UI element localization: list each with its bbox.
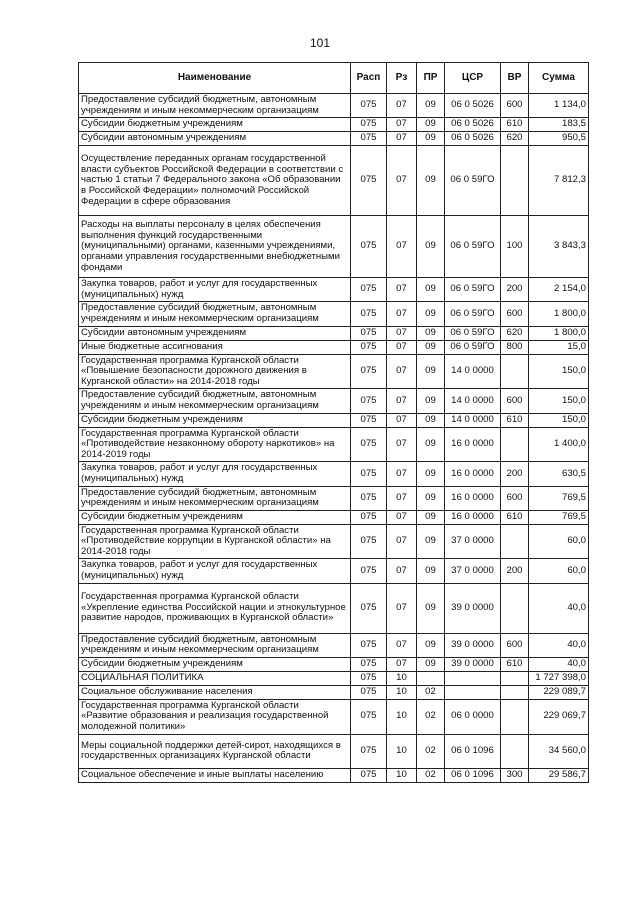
cell-sum: 769,5: [529, 486, 589, 510]
cell-rasp: 075: [351, 389, 387, 413]
cell-rasp: 075: [351, 278, 387, 302]
cell-vr: 200: [501, 462, 529, 486]
table-header-row: [79, 63, 589, 94]
cell-rz: 07: [387, 657, 417, 671]
cell-name: Предоставление субсидий бюджетным, автономным учреждениям и иным некоммерческим организациям: [79, 486, 351, 510]
cell-rz: 07: [387, 278, 417, 302]
cell-pr: 02: [417, 734, 445, 768]
cell-csr: 14 0 0000: [445, 389, 501, 413]
cell-name: Социальное обеспечение и иные выплаты населению: [79, 768, 351, 782]
cell-vr: [501, 671, 529, 685]
cell-name: Закупка товаров, работ и услуг для государственных (муниципальных) нужд: [79, 462, 351, 486]
table-row: [79, 413, 589, 427]
table-row: [79, 354, 589, 389]
table-row: [79, 583, 589, 633]
cell-rasp: 075: [351, 671, 387, 685]
table-row: [79, 768, 589, 782]
header-sum: Сумма: [529, 63, 589, 94]
cell-vr: 600: [501, 94, 529, 118]
cell-sum: 229 069,7: [529, 699, 589, 734]
cell-name: Предоставление субсидий бюджетным, автономным учреждениям и иным некоммерческим организациям: [79, 633, 351, 657]
table-row: [79, 462, 589, 486]
table-row: [79, 671, 589, 685]
cell-rasp: 075: [351, 413, 387, 427]
cell-rasp: 075: [351, 132, 387, 146]
cell-csr: 06 0 5026: [445, 118, 501, 132]
cell-pr: 09: [417, 559, 445, 583]
table-row: [79, 302, 589, 326]
cell-name: Субсидии бюджетным учреждениям: [79, 118, 351, 132]
table-row: [79, 146, 589, 216]
header-name: Наименование: [79, 63, 351, 94]
cell-rasp: 075: [351, 699, 387, 734]
cell-vr: 620: [501, 132, 529, 146]
page-number: 101: [309, 36, 331, 50]
cell-pr: 09: [417, 132, 445, 146]
cell-vr: [501, 699, 529, 734]
cell-rz: 07: [387, 413, 417, 427]
cell-vr: [501, 685, 529, 699]
table-row: [79, 734, 589, 768]
cell-sum: 183,5: [529, 118, 589, 132]
cell-name: Государственная программа Курганской области «Повышение безопасности дорожного движения в Курганской области» на 2014-2018 годы: [79, 354, 351, 389]
cell-csr: 06 0 1096: [445, 768, 501, 782]
cell-csr: 39 0 0000: [445, 633, 501, 657]
cell-csr: 16 0 0000: [445, 510, 501, 524]
cell-name: Предоставление субсидий бюджетным, автономным учреждениям и иным некоммерческим организациям: [79, 302, 351, 326]
table-row: [79, 486, 589, 510]
cell-rz: 07: [387, 132, 417, 146]
cell-vr: 100: [501, 216, 529, 278]
cell-sum: 769,5: [529, 510, 589, 524]
cell-name: Субсидии бюджетным учреждениям: [79, 413, 351, 427]
table-row: [79, 340, 589, 354]
cell-csr: 14 0 0000: [445, 413, 501, 427]
cell-rz: 07: [387, 583, 417, 633]
cell-vr: 620: [501, 326, 529, 340]
cell-name: Государственная программа Курганской области «Укрепление единства Российской нации и этнокультурное развитие народов, проживающих в Курганской области»: [79, 583, 351, 633]
cell-rasp: 075: [351, 559, 387, 583]
cell-pr: 09: [417, 302, 445, 326]
cell-pr: 09: [417, 413, 445, 427]
cell-sum: 60,0: [529, 524, 589, 559]
cell-sum: 29 586,7: [529, 768, 589, 782]
cell-name: СОЦИАЛЬНАЯ ПОЛИТИКА: [79, 671, 351, 685]
header-rz: Рз: [387, 63, 417, 94]
cell-pr: 09: [417, 510, 445, 524]
cell-vr: 600: [501, 389, 529, 413]
table-row: [79, 524, 589, 559]
cell-rasp: 075: [351, 583, 387, 633]
cell-sum: 40,0: [529, 583, 589, 633]
table-row: [79, 657, 589, 671]
cell-rz: 10: [387, 685, 417, 699]
cell-rasp: 075: [351, 216, 387, 278]
cell-pr: 09: [417, 486, 445, 510]
cell-vr: 610: [501, 657, 529, 671]
cell-rasp: 075: [351, 340, 387, 354]
cell-csr: 37 0 0000: [445, 524, 501, 559]
cell-rz: 07: [387, 486, 417, 510]
cell-name: Осуществление переданных органам государственной власти субъектов Российской Федерации в соответствии с частью 1 статьи 7 Федерального закона «Об образовании в Российской Федерации» полномочий Российской Федерации в сфере образования: [79, 146, 351, 216]
cell-csr: 06 0 0000: [445, 699, 501, 734]
cell-sum: 3 843,3: [529, 216, 589, 278]
cell-pr: 09: [417, 326, 445, 340]
cell-vr: 610: [501, 118, 529, 132]
cell-vr: 600: [501, 302, 529, 326]
table-row: [79, 510, 589, 524]
cell-rasp: 075: [351, 734, 387, 768]
cell-csr: 39 0 0000: [445, 583, 501, 633]
cell-vr: 600: [501, 486, 529, 510]
cell-csr: 06 0 1096: [445, 734, 501, 768]
header-pr: ПР: [417, 63, 445, 94]
cell-sum: 40,0: [529, 657, 589, 671]
cell-pr: 09: [417, 657, 445, 671]
table-row: [79, 216, 589, 278]
cell-name: Предоставление субсидий бюджетным, автономным учреждениям и иным некоммерческим организациям: [79, 94, 351, 118]
cell-rasp: 075: [351, 768, 387, 782]
cell-name: Государственная программа Курганской области «Противодействие коррупции в Курганской области» на 2014-2018 годы: [79, 524, 351, 559]
cell-csr: 06 0 59ГО: [445, 302, 501, 326]
cell-sum: 150,0: [529, 413, 589, 427]
cell-pr: 09: [417, 633, 445, 657]
budget-table: [78, 62, 589, 783]
cell-csr: 16 0 0000: [445, 486, 501, 510]
cell-rasp: 075: [351, 146, 387, 216]
cell-rz: 07: [387, 462, 417, 486]
cell-rasp: 075: [351, 94, 387, 118]
cell-pr: 09: [417, 118, 445, 132]
cell-sum: 150,0: [529, 389, 589, 413]
cell-csr: 16 0 0000: [445, 427, 501, 462]
cell-vr: [501, 734, 529, 768]
cell-pr: 09: [417, 216, 445, 278]
cell-rz: 07: [387, 559, 417, 583]
cell-rz: 07: [387, 94, 417, 118]
cell-rz: 07: [387, 340, 417, 354]
cell-vr: 610: [501, 510, 529, 524]
cell-pr: 09: [417, 278, 445, 302]
cell-pr: 09: [417, 146, 445, 216]
cell-name: Предоставление субсидий бюджетным, автономным учреждениям и иным некоммерческим организациям: [79, 389, 351, 413]
cell-rz: 10: [387, 699, 417, 734]
cell-sum: 229 089,7: [529, 685, 589, 699]
table-row: [79, 427, 589, 462]
table-row: [79, 132, 589, 146]
cell-name: Субсидии бюджетным учреждениям: [79, 657, 351, 671]
cell-rasp: 075: [351, 657, 387, 671]
cell-rz: 07: [387, 633, 417, 657]
cell-sum: 950,5: [529, 132, 589, 146]
cell-csr: [445, 671, 501, 685]
cell-sum: 630,5: [529, 462, 589, 486]
cell-pr: 09: [417, 462, 445, 486]
cell-rasp: 075: [351, 524, 387, 559]
cell-rz: 10: [387, 734, 417, 768]
table-row: [79, 633, 589, 657]
cell-pr: 02: [417, 699, 445, 734]
cell-rasp: 075: [351, 462, 387, 486]
cell-rz: 10: [387, 671, 417, 685]
cell-name: Государственная программа Курганской области «Противодействие незаконному обороту наркотиков» на 2014-2019 годы: [79, 427, 351, 462]
cell-name: Субсидии автономным учреждениям: [79, 132, 351, 146]
cell-csr: 06 0 59ГО: [445, 216, 501, 278]
cell-vr: 600: [501, 633, 529, 657]
cell-csr: 14 0 0000: [445, 354, 501, 389]
cell-csr: 16 0 0000: [445, 462, 501, 486]
cell-name: Закупка товаров, работ и услуг для государственных (муниципальных) нужд: [79, 559, 351, 583]
cell-sum: 1 800,0: [529, 302, 589, 326]
cell-csr: [445, 685, 501, 699]
cell-csr: 06 0 5026: [445, 132, 501, 146]
cell-pr: 02: [417, 685, 445, 699]
cell-pr: 09: [417, 340, 445, 354]
table-row: [79, 559, 589, 583]
cell-sum: 40,0: [529, 633, 589, 657]
cell-sum: 7 812,3: [529, 146, 589, 216]
table-row: [79, 326, 589, 340]
cell-vr: [501, 146, 529, 216]
cell-vr: [501, 583, 529, 633]
cell-pr: 09: [417, 583, 445, 633]
cell-csr: 06 0 59ГО: [445, 326, 501, 340]
cell-pr: 02: [417, 768, 445, 782]
cell-sum: 1 800,0: [529, 326, 589, 340]
cell-pr: 09: [417, 524, 445, 559]
cell-name: Субсидии бюджетным учреждениям: [79, 510, 351, 524]
cell-rz: 07: [387, 302, 417, 326]
cell-name: Иные бюджетные ассигнования: [79, 340, 351, 354]
cell-rz: 07: [387, 326, 417, 340]
cell-rasp: 075: [351, 118, 387, 132]
table-row: [79, 118, 589, 132]
header-rasp: Расп: [351, 63, 387, 94]
cell-rz: 07: [387, 510, 417, 524]
cell-sum: 150,0: [529, 354, 589, 389]
cell-rz: 07: [387, 216, 417, 278]
cell-rz: 07: [387, 427, 417, 462]
cell-sum: 15,0: [529, 340, 589, 354]
cell-csr: 06 0 59ГО: [445, 146, 501, 216]
cell-name: Социальное обслуживание населения: [79, 685, 351, 699]
cell-sum: 2 154,0: [529, 278, 589, 302]
header-csr: ЦСР: [445, 63, 501, 94]
table-row: [79, 389, 589, 413]
cell-rasp: 075: [351, 685, 387, 699]
cell-sum: 34 560,0: [529, 734, 589, 768]
table-row: [79, 278, 589, 302]
cell-vr: [501, 354, 529, 389]
cell-vr: 200: [501, 559, 529, 583]
cell-sum: 1 134,0: [529, 94, 589, 118]
cell-vr: [501, 427, 529, 462]
cell-vr: 610: [501, 413, 529, 427]
cell-rasp: 075: [351, 354, 387, 389]
cell-name: Меры социальной поддержки детей-сирот, находящихся в государственных организациях Курганской области: [79, 734, 351, 768]
table-row: [79, 94, 589, 118]
cell-csr: 06 0 59ГО: [445, 278, 501, 302]
cell-pr: 09: [417, 354, 445, 389]
cell-csr: 37 0 0000: [445, 559, 501, 583]
cell-sum: 1 400,0: [529, 427, 589, 462]
cell-vr: 300: [501, 768, 529, 782]
cell-csr: 39 0 0000: [445, 657, 501, 671]
table-row: [79, 685, 589, 699]
cell-rasp: 075: [351, 427, 387, 462]
cell-rz: 10: [387, 768, 417, 782]
cell-name: Государственная программа Курганской области «Развитие образования и реализация государственной молодежной политики»: [79, 699, 351, 734]
cell-rasp: 075: [351, 633, 387, 657]
cell-rz: 07: [387, 146, 417, 216]
table-row: [79, 699, 589, 734]
cell-rasp: 075: [351, 326, 387, 340]
cell-rz: 07: [387, 118, 417, 132]
cell-pr: [417, 671, 445, 685]
cell-name: Закупка товаров, работ и услуг для государственных (муниципальных) нужд: [79, 278, 351, 302]
cell-rasp: 075: [351, 510, 387, 524]
cell-vr: 200: [501, 278, 529, 302]
cell-sum: 1 727 398,0: [529, 671, 589, 685]
cell-name: Расходы на выплаты персоналу в целях обеспечения выполнения функций государственными (муниципальными) органами, казенными учреждениями, органами управления государственными внебюджетными фондами: [79, 216, 351, 278]
cell-name: Субсидии автономным учреждениям: [79, 326, 351, 340]
cell-rz: 07: [387, 524, 417, 559]
cell-sum: 60,0: [529, 559, 589, 583]
cell-rasp: 075: [351, 302, 387, 326]
cell-pr: 09: [417, 427, 445, 462]
cell-csr: 06 0 5026: [445, 94, 501, 118]
cell-pr: 09: [417, 389, 445, 413]
cell-rasp: 075: [351, 486, 387, 510]
cell-vr: [501, 524, 529, 559]
cell-vr: 800: [501, 340, 529, 354]
cell-pr: 09: [417, 94, 445, 118]
cell-rz: 07: [387, 389, 417, 413]
cell-csr: 06 0 59ГО: [445, 340, 501, 354]
header-vr: ВР: [501, 63, 529, 94]
cell-rz: 07: [387, 354, 417, 389]
